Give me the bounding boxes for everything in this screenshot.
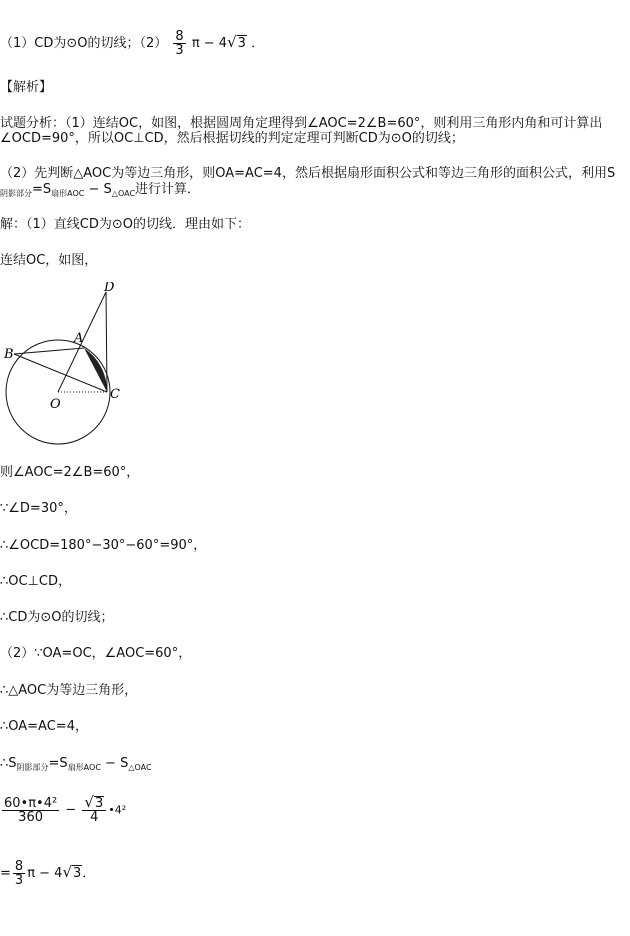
- solution-line-13: [0, 860, 95, 887]
- result-sqrt: 3: [73, 866, 82, 881]
- sub-shadow: 阴影部分: [16, 763, 49, 772]
- triangle-num: [82, 793, 106, 811]
- analysis-minus: − S: [84, 182, 112, 197]
- line-dc: [106, 292, 107, 392]
- answer-text: （1）CD为⊙O的切线；（2）: [0, 36, 168, 51]
- solution-line-9: ∴△AOC为等边三角形，: [0, 683, 138, 698]
- solution-line-12: [0, 793, 127, 825]
- geometry-figure: [0, 282, 140, 452]
- line-ba: [14, 348, 84, 354]
- result-eq: =: [0, 866, 11, 881]
- answer-frac-num: 8: [175, 29, 184, 44]
- solution-line-4: ∵∠D=30°，: [0, 501, 77, 516]
- label-b: B: [4, 347, 14, 362]
- solution-line-10: ∴OA=AC=4，: [0, 719, 88, 734]
- analysis-eq: =S: [32, 182, 52, 197]
- sector-num: 60•π•4²: [4, 795, 58, 811]
- solution-line-6: ∴OC⊥CD，: [0, 574, 71, 589]
- solution-line-5: ∴∠OCD=180°−30°−60°=90°，: [0, 538, 207, 553]
- answer-fraction: [173, 30, 185, 57]
- answer-frac-den: 3: [175, 43, 184, 58]
- triangle-den: 4: [90, 810, 99, 825]
- analysis-line-1: 试题分析：（1）连结OC，如图，根据圆周角定理得到∠AOC=2∠B=60°，则利用三角形内角和可计算出: [0, 116, 603, 131]
- label-o: O: [50, 397, 61, 412]
- label-c: C: [110, 387, 120, 402]
- triangle-fraction: [82, 793, 106, 825]
- solution-line-2: 连结OC，如图，: [0, 253, 98, 268]
- analysis-line-2: ∠OCD=90°，所以OC⊥CD，然后根据切线的判定定理可判断CD为⊙O的切线；: [0, 131, 464, 146]
- sqrt-icon: √: [62, 863, 73, 881]
- solution-line-1: 解：（1）直线CD为⊙O的切线．理由如下：: [0, 217, 250, 232]
- answer-sqrt: 3: [237, 36, 246, 51]
- result-num: 8: [14, 859, 24, 874]
- solution-line-3: 则∠AOC=2∠B=60°，: [0, 465, 140, 480]
- answer-line: [0, 30, 264, 57]
- solution-line-8: （2）∵OA=OC，∠AOC=60°，: [0, 646, 192, 661]
- result-pi: π − 4: [27, 866, 63, 881]
- sub-triangle: △OAC: [128, 763, 152, 772]
- label-a: A: [74, 331, 84, 346]
- result-end: ．: [82, 866, 96, 881]
- answer-pi-term: π − 4: [191, 36, 228, 51]
- sector-fraction: [2, 797, 59, 824]
- analysis-line-3: （2）先判断△AOC为等边三角形，则OA=AC=4，然后根据扇形面积公式和等边三角形的面积公式，利用S: [0, 166, 616, 181]
- answer-end: ．: [251, 36, 265, 51]
- analysis-sub-sector: 扇形AOC: [51, 189, 85, 198]
- label-d: D: [104, 282, 115, 295]
- s-minus: − S: [100, 756, 129, 771]
- shaded-segment: [84, 348, 107, 392]
- sqrt-icon: √: [84, 793, 94, 811]
- formula-minus: −: [65, 802, 77, 818]
- triangle-sqrt: 3: [94, 796, 104, 811]
- analysis-line-4: [0, 182, 200, 202]
- analysis-header: 【解析】: [0, 80, 53, 95]
- analysis-end: 进行计算．: [135, 182, 201, 197]
- sector-den: 360: [18, 809, 43, 825]
- analysis-sub-shadow: 阴影部分: [0, 189, 32, 198]
- solution-line-11: [0, 756, 152, 776]
- analysis-sub-triangle: △OAC: [111, 189, 136, 198]
- s-eq: =S: [48, 756, 68, 771]
- sub-sector: 扇形AOC: [67, 763, 101, 772]
- s-prefix: ∴S: [0, 756, 17, 771]
- sqrt-icon: √: [227, 33, 237, 51]
- formula-tail: •4²: [108, 803, 127, 817]
- result-den: 3: [14, 873, 24, 888]
- solution-line-7: ∴CD为⊙O的切线；: [0, 610, 114, 625]
- result-fraction: [13, 860, 25, 887]
